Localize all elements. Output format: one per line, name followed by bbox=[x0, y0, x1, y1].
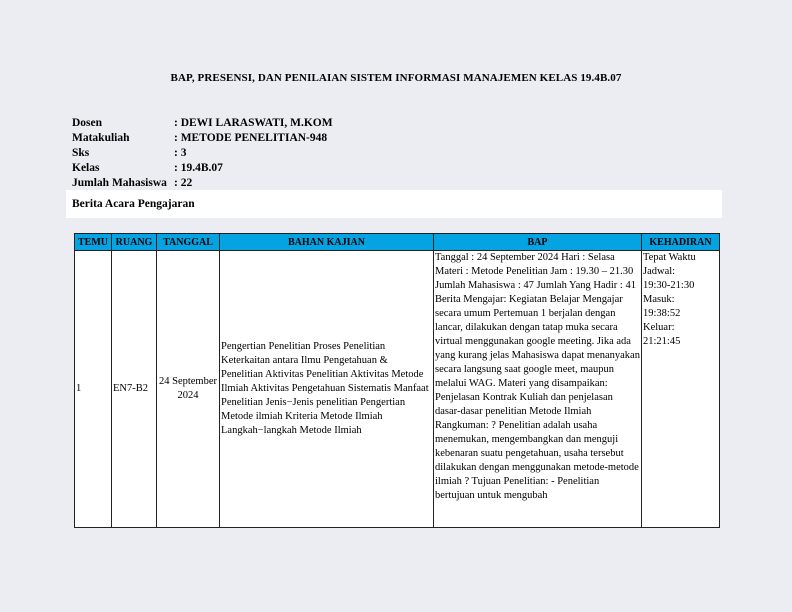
cell-tanggal: 24 September 2024 bbox=[157, 251, 220, 528]
bap-text: Tanggal : 24 September 2024 Hari : Selasa Materi : Metode Penelitian Jam : 19.30 – 21.30 Jumlah Mahasiswa : 47 Jumlah Yang Hadir : 41 Berita Mengajar: Kegiatan Belajar Mengajar secara umum Pertemuan 1 berjalan dengan lancar, dilakukan dengan tatap muka secara virtual menggunakan google meeting. Jika ada yang kurang jelas Mahasiswa dapat menanyakan secara langsung saat google meet, maupun melalui WAG. Materi yang disampaikan: Penjelasan Kontrak Kuliah dan penjelasan dasar-dasar penelitian Metode Ilmiah Rangkuman: ? Penelitian adalah usaha menemukan, mengembangkan dan menguji kebenaran suatu pengetahuan, usaha tersebut dilakukan dengan menggunakan metode-metode ilmiah ? Tujuan Penelitian: - Penelitian bertujuan untuk mengubah bbox=[435, 252, 640, 501]
section-header bbox=[66, 190, 722, 218]
info-value: : 3 bbox=[174, 147, 187, 159]
document-title: BAP, PRESENSI, DAN PENILAIAN SISTEM INFORMASI MANAJEMEN KELAS 19.4B.07 bbox=[170, 72, 622, 84]
column-header-kehadiran: KEHADIRAN bbox=[642, 234, 720, 251]
info-label: Matakuliah bbox=[72, 132, 130, 144]
table-row bbox=[75, 251, 720, 528]
info-value: : DEWI LARASWATI, M.KOM bbox=[174, 117, 333, 129]
column-header-ruang: RUANG bbox=[112, 234, 157, 251]
column-header-temu: TEMU bbox=[75, 234, 112, 251]
info-value: : METODE PENELITIAN-948 bbox=[174, 132, 328, 144]
info-value: : 22 bbox=[174, 177, 193, 189]
attendance-status: Tepat Waktu bbox=[643, 252, 696, 263]
schedule-label: Jadwal: bbox=[643, 266, 676, 277]
info-label: Dosen bbox=[72, 117, 103, 129]
info-value: : 19.4B.07 bbox=[174, 162, 223, 174]
course-info bbox=[72, 116, 333, 191]
check-out-label: Keluar: bbox=[643, 322, 675, 333]
cell-bap bbox=[434, 251, 642, 528]
info-label: Sks bbox=[72, 147, 90, 159]
section-title: Berita Acara Pengajaran bbox=[72, 198, 195, 210]
cell-temu: 1 bbox=[75, 251, 112, 528]
info-label: Kelas bbox=[72, 162, 100, 174]
info-row-kelas bbox=[72, 161, 333, 176]
column-header-bap: BAP bbox=[434, 234, 642, 251]
column-header-tanggal: TANGGAL bbox=[157, 234, 220, 251]
cell-ruang: EN7-B2 bbox=[112, 251, 157, 528]
check-in-value: 19:38:52 bbox=[643, 308, 681, 319]
cell-bahan-kajian: Pengertian Penelitian Proses Penelitian Keterkaitan antara Ilmu Pengetahuan & Penelitian Aktivitas Penelitian Aktivitas Metode Ilmiah Aktivitas Pengetahuan Sistematis Manfaat Penelitian Jenis−Jenis penelitian Pengertian Metode ilmiah Kriteria Metode Ilmiah Langkah−langkah Metode Ilmiah bbox=[220, 251, 434, 528]
info-row-dosen bbox=[72, 116, 333, 131]
cell-kehadiran bbox=[642, 251, 720, 528]
info-row-matakuliah bbox=[72, 131, 333, 146]
info-label: Jumlah Mahasiswa bbox=[72, 177, 167, 189]
info-row-sks bbox=[72, 146, 333, 161]
info-row-jumlah-mahasiswa bbox=[72, 176, 333, 191]
bap-table bbox=[74, 233, 720, 528]
check-out-value: 21:21:45 bbox=[643, 336, 681, 347]
column-header-bahan-kajian: BAHAN KAJIAN bbox=[220, 234, 434, 251]
check-in-label: Masuk: bbox=[643, 294, 675, 305]
schedule-value: 19:30-21:30 bbox=[643, 280, 695, 291]
table-header-row bbox=[75, 234, 720, 251]
